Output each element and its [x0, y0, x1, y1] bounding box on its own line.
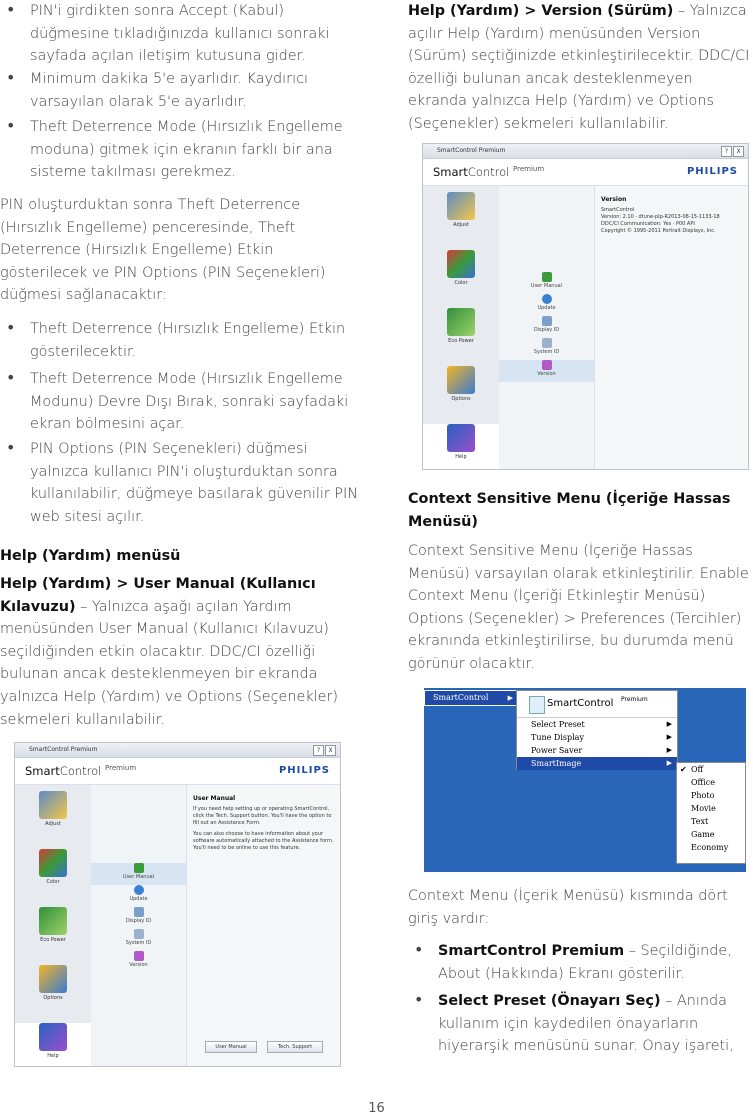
brand-bar	[15, 758, 340, 785]
tech-support-button[interactable]: Tech. Support	[267, 1041, 323, 1053]
question-icon	[39, 1023, 67, 1051]
submenu-item-economy[interactable]: Economy	[691, 843, 729, 852]
list-item: • Theft Deterrence Mode (Hırsızlık Engelleme moduna) gitmek için ekranın farklı bir ana sisteme takılması gerekmez.	[6, 116, 343, 181]
sidebar-item-eco-power[interactable]: Eco Power	[423, 308, 499, 360]
version-paragraph: Help (Yardım) > Version (Sürüm) – Yalnızca açılır Help (Yardım) menüsünden Version (Sürüm) seçtiğinizde etkinleştirilecektir. DDC/CI özelliği bulunan ancak desteklenmeyen ekranda yalnızca Help (Yardım) ve Options (Seçenekler) sekmeleri kullanılabilir.	[408, 3, 750, 132]
submenu-update[interactable]: Update	[91, 885, 186, 907]
submenu-item-off[interactable]: ✔ Off	[680, 765, 704, 774]
help-heading: Help (Yardım) menüsü	[0, 548, 181, 564]
sidebar	[15, 785, 91, 1066]
smartimage-submenu	[676, 762, 746, 864]
sidebar-item-color[interactable]: Color	[423, 250, 499, 302]
globe-icon	[542, 294, 552, 304]
leaf-icon	[447, 308, 475, 336]
context-paragraph: Context Sensitive Menu (İçeriğe Hassas Menüsü) varsayılan olarak etkinleştirilir. Enable Context Menu (İçeriği Etkinleştir Menüsü) Options (Seçenekler) > Preferences (Tercihler) ekranında etkinleştirilirse, bu durumda menü görünür olacaktır.	[408, 543, 749, 672]
sidebar-item-help[interactable]: Help	[15, 1023, 91, 1067]
arrow-right-icon: ▶	[666, 746, 672, 754]
sidebar-item-eco-power[interactable]: Eco Power	[15, 907, 91, 959]
submenu-user-manual[interactable]: User Manual	[91, 863, 186, 885]
menu-item-tune-display[interactable]: Tune Display ▶	[531, 733, 672, 742]
color-icon	[447, 250, 475, 278]
sidebar-item-adjust[interactable]: Adjust	[423, 192, 499, 244]
submenu-update[interactable]: Update	[499, 294, 594, 316]
philips-logo: PHILIPS	[278, 765, 330, 776]
check-icon: ✔	[680, 765, 687, 774]
submenu-display-id[interactable]: Display ID	[91, 907, 186, 929]
arrow-right-icon: ▶	[666, 720, 672, 728]
brand-bar	[423, 159, 748, 186]
question-icon	[447, 424, 475, 452]
list-item: • PIN Options (PIN Seçenekleri) düğmesi yalnızca kullanıcı PIN'i oluşturduktan sonra kullanılabilir, düğmeye basılarak güvenilir PIN web sitesi açılır.	[6, 438, 358, 525]
context-menu-header[interactable]: SmartControl Premium	[517, 691, 677, 718]
submenu-item-movie[interactable]: Movie	[691, 804, 716, 813]
submenu-item-office[interactable]: Office	[691, 778, 716, 787]
version-bold: Help (Yardım) > Version (Sürüm)	[408, 3, 674, 19]
brand-name: SmartControl $^{Premium}$	[25, 764, 137, 778]
bullets-top	[0, 0, 365, 186]
submenu-version[interactable]: Version	[91, 951, 186, 973]
list-item: • Theft Deterrence Mode (Hırsızlık Engelleme Modunu) Devre Dışı Bırak, sonraki sayfadaki ekran bölmesini açar.	[6, 368, 349, 433]
gear-icon	[39, 965, 67, 993]
context-heading: Context Sensitive Menu (İçeriğe Hassas Menüsü)	[408, 491, 731, 530]
version-icon	[134, 951, 144, 961]
menu-item-smartimage[interactable]: SmartImage ▶	[517, 757, 677, 770]
version-icon	[542, 360, 552, 370]
submenu-item-photo[interactable]: Photo	[691, 791, 715, 800]
book-icon	[134, 863, 144, 873]
sidebar-item-options[interactable]: Options	[15, 965, 91, 1017]
arrow-right-icon: ▶	[666, 759, 672, 767]
sidebar-item-help[interactable]: Help	[423, 424, 499, 470]
bullets-right	[408, 940, 753, 1060]
submenu-system-id[interactable]: System ID	[499, 338, 594, 360]
menu-item-select-preset[interactable]: Select Preset ▶	[531, 720, 672, 729]
gear-icon	[447, 366, 475, 394]
color-icon	[39, 849, 67, 877]
user-manual-button[interactable]: User Manual	[205, 1041, 257, 1053]
submenu-version[interactable]: Version	[499, 360, 594, 382]
taskbar-item[interactable]: SmartControl ▶	[424, 690, 518, 706]
book-icon	[542, 272, 552, 282]
help-icon[interactable]: ?	[313, 745, 324, 756]
sidebar-item-adjust[interactable]: Adjust	[15, 791, 91, 843]
help-submenu	[91, 785, 187, 1066]
version-screenshot	[422, 143, 749, 470]
submenu-user-manual[interactable]: User Manual	[499, 272, 594, 294]
context-menu	[516, 690, 678, 770]
computer-icon	[542, 338, 552, 348]
arrow-right-icon: ▶	[507, 694, 513, 702]
window-titlebar: SmartControl Premium ? X	[15, 743, 340, 758]
adjust-icon	[447, 192, 475, 220]
adjust-icon	[39, 791, 67, 819]
bullets-mid	[0, 318, 365, 532]
computer-icon	[134, 929, 144, 939]
list-item: • Theft Deterrence (Hırsızlık Engelleme) Etkin gösterilecektir.	[6, 318, 346, 360]
submenu-item-game[interactable]: Game	[691, 830, 715, 839]
help-paragraph	[0, 573, 360, 731]
submenu-item-text[interactable]: Text	[691, 817, 709, 826]
sidebar-item-color[interactable]: Color	[15, 849, 91, 901]
context-menu-screenshot	[424, 688, 746, 872]
list-item: • SmartControl Premium – Seçildiğinde, About (Hakkında) Ekranı gösterilir.	[414, 940, 732, 982]
help-bold: Help (Yardım) > User Manual (Kullanıcı Kılavuzu)	[0, 576, 316, 615]
entries-paragraph: Context Menu (İçerik Menüsü) kısmında dört giriş vardır:	[408, 888, 728, 927]
user-manual-content: User Manual If you need help setting up or operating SmartControl, click the Tech. Support button. You'll have the option to fill out an Assistance Form. You can also choose to have information about your software automatically attached to the Assistance form. You'll need to be online to use this feature.	[193, 795, 334, 851]
help-submenu	[499, 186, 595, 469]
app-icon	[529, 696, 545, 714]
close-icon[interactable]: X	[325, 745, 336, 756]
sidebar	[423, 186, 499, 469]
page-number: 16	[368, 1101, 385, 1116]
paragraph-pin: PIN oluşturduktan sonra Theft Deterrence (Hırsızlık Engelleme) penceresinde, Theft Deterrence (Hırsızlık Engelleme) Etkin gösterilecek ve PIN Options (PIN Seçenekleri) düğmesi sağlanacaktır:	[0, 197, 326, 304]
help-text: – Yalnızca aşağı açılan Yardım menüsünden User Manual (Kullanıcı Kılavuzu) seçildiğinden etkin olacaktır. DDC/CI özelliği bulunan ancak desteklenmeyen bir ekranda yalnızca Help (Yardım) ve Options (Seçenekler) sekmeleri kullanılabilir.	[0, 598, 339, 728]
submenu-system-id[interactable]: System ID	[91, 929, 186, 951]
list-item: • Minimum dakika 5'e ayarlıdır. Kaydırıcı varsayılan olarak 5'e ayarlıdır.	[6, 68, 308, 110]
leaf-icon	[39, 907, 67, 935]
menu-item-power-saver[interactable]: Power Saver ▶	[531, 746, 672, 755]
window-titlebar: SmartControl Premium ? X	[423, 144, 748, 159]
globe-icon	[134, 885, 144, 895]
version-content: Version SmartControl Version: 2.10 · dtune-plp-R2013-08-15-1133-18 DDC/CI Communication: Yes · P00 API Copyright © 1995-2011 Portrait Displays, Inc.	[601, 196, 720, 234]
list-item: • PIN'i girdikten sonra Accept (Kabul) düğmesine tıkladığınızda kullanıcı sonraki sayfada açılan iletişim kutusuna gider.	[6, 0, 330, 65]
monitor-icon	[134, 907, 144, 917]
close-icon[interactable]: X	[733, 146, 744, 157]
help-icon[interactable]: ?	[721, 146, 732, 157]
philips-logo: PHILIPS	[686, 166, 738, 177]
sidebar-item-options[interactable]: Options	[423, 366, 499, 418]
monitor-icon	[542, 316, 552, 326]
brand-name: SmartControl $^{Premium}$	[433, 165, 545, 179]
arrow-right-icon: ▶	[666, 733, 672, 741]
list-item: • Select Preset (Önayarı Seç) – Anında kullanım için kaydedilen önayarların hiyerarşik menüsünü sunar. Onay işareti,	[414, 990, 734, 1055]
submenu-display-id[interactable]: Display ID	[499, 316, 594, 338]
user-manual-screenshot	[14, 742, 341, 1067]
